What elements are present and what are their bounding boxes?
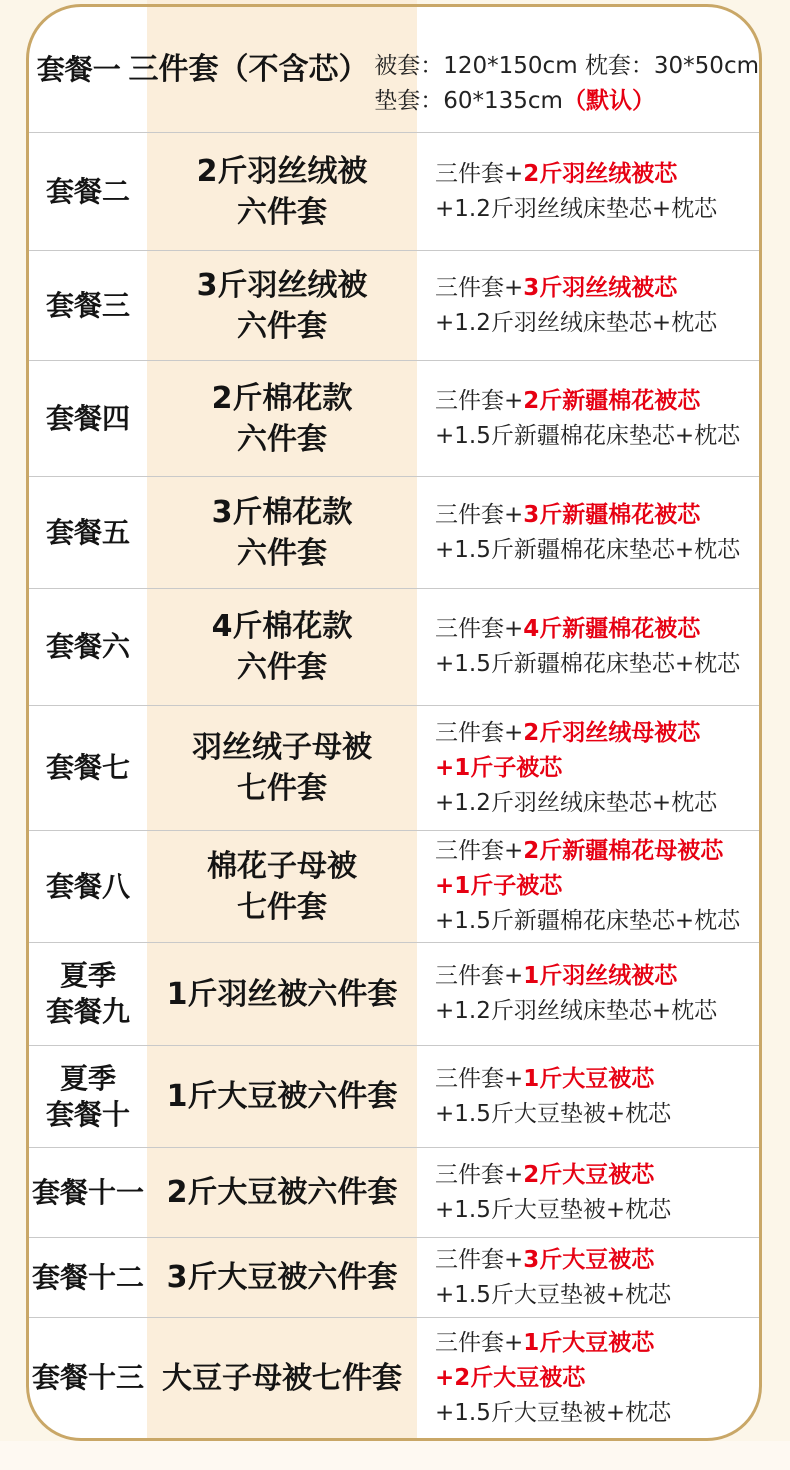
package-contents-line — [435, 157, 759, 192]
package-name-line: 套餐十一 — [31, 1175, 144, 1209]
package-contents-line — [435, 192, 759, 227]
detail-highlight-segment: +1斤子被芯 — [435, 873, 563, 899]
package-row — [29, 1317, 759, 1438]
package-name — [29, 361, 147, 476]
detail-segment: 三件套+ — [435, 1065, 524, 1092]
package-row — [29, 476, 759, 588]
package-contents-line — [435, 959, 759, 994]
package-name — [29, 477, 147, 588]
detail-segment: +1.5斤大豆垫被+枕芯 — [435, 1100, 672, 1127]
package-contents-line — [435, 533, 759, 568]
package-row — [29, 7, 759, 132]
detail-highlight-segment: 2斤羽丝绒被芯 — [523, 160, 678, 187]
package-name-line: 套餐十 — [45, 1097, 130, 1131]
package-row — [29, 705, 759, 830]
package-row — [29, 1237, 759, 1317]
detail-highlight-segment: 3斤大豆被芯 — [523, 1246, 655, 1273]
package-contents-line — [374, 84, 759, 119]
package-contents-line — [435, 1396, 759, 1431]
package-title-line: 3斤棉花款 — [211, 494, 353, 530]
package-contents-line — [435, 1062, 759, 1097]
package-title — [147, 1148, 417, 1237]
detail-segment: +1.5斤新疆棉花床垫芯+枕芯 — [435, 908, 741, 934]
package-contents-line — [374, 49, 759, 84]
detail-segment: 三件套+ — [435, 838, 524, 864]
detail-segment: +1.5斤新疆棉花床垫芯+枕芯 — [435, 651, 741, 677]
detail-segment: +1.2斤羽丝绒床垫芯+枕芯 — [435, 195, 718, 222]
package-title-line: 七件套 — [237, 771, 327, 806]
detail-segment: 三件套+ — [435, 501, 524, 528]
bottom-strip — [0, 1441, 790, 1470]
package-title — [147, 477, 417, 588]
detail-segment: 三件套+ — [435, 963, 524, 989]
package-contents-line — [435, 384, 759, 419]
package-contents — [417, 133, 759, 250]
package-contents-line — [435, 751, 759, 786]
package-name — [29, 943, 147, 1045]
package-name-line: 套餐五 — [45, 515, 130, 549]
package-contents-line — [435, 306, 759, 341]
package-title — [147, 831, 417, 942]
package-contents-line — [435, 1361, 759, 1396]
detail-segment: +1.5斤大豆垫被+枕芯 — [435, 1196, 672, 1223]
package-title-line: 三件套（不含芯） — [128, 52, 369, 87]
detail-highlight-segment: +2斤大豆被芯 — [435, 1364, 586, 1391]
detail-segment: 三件套+ — [435, 616, 524, 642]
detail-segment: 三件套+ — [435, 1246, 524, 1273]
detail-segment: +1.2斤羽丝绒床垫芯+枕芯 — [435, 998, 718, 1024]
detail-highlight-segment: 2斤新疆棉花母被芯 — [523, 838, 724, 864]
detail-segment: 三件套+ — [435, 719, 524, 746]
package-name-line: 夏季 — [59, 959, 116, 992]
package-title — [147, 133, 417, 250]
package-name-line: 套餐七 — [45, 751, 130, 784]
package-name-line: 套餐三 — [45, 288, 130, 322]
package-contents-line — [435, 786, 759, 821]
package-name — [29, 706, 147, 830]
package-name-line: 套餐十三 — [31, 1361, 144, 1394]
detail-segment: 垫套：60*135cm — [374, 88, 563, 114]
package-name — [29, 1148, 147, 1237]
package-table — [29, 7, 759, 1438]
package-title — [147, 361, 417, 476]
detail-highlight-segment: 4斤新疆棉花被芯 — [523, 616, 701, 642]
package-name — [29, 1046, 147, 1147]
package-name-line: 套餐六 — [45, 630, 130, 663]
package-title-line: 六件套 — [237, 421, 327, 457]
detail-highlight-segment: 1斤大豆被芯 — [523, 1329, 655, 1356]
package-contents-line — [435, 271, 759, 306]
package-contents — [417, 1148, 759, 1237]
package-title-line: 2斤大豆被六件套 — [166, 1175, 398, 1210]
package-name-line: 套餐九 — [45, 995, 130, 1028]
package-contents — [417, 251, 759, 360]
detail-highlight-segment: 3斤羽丝绒被芯 — [523, 274, 678, 301]
package-contents-line — [435, 869, 759, 904]
package-name-line: 套餐一 — [36, 52, 121, 86]
package-title-line: 六件套 — [237, 308, 327, 344]
package-contents-line — [435, 716, 759, 751]
package-contents-line — [435, 904, 759, 939]
package-contents-line — [435, 1097, 759, 1132]
package-name — [29, 831, 147, 942]
package-contents — [417, 589, 759, 705]
package-contents-line — [435, 1243, 759, 1278]
detail-highlight-segment: （默认） — [562, 88, 655, 114]
package-contents-line — [435, 1278, 759, 1313]
package-contents-line — [435, 994, 759, 1029]
package-contents — [417, 1046, 759, 1147]
detail-segment: 被套：120*150cm 枕套：30*50cm — [374, 53, 759, 79]
detail-highlight-segment: 3斤新疆棉花被芯 — [523, 501, 701, 528]
package-title-line: 2斤羽丝绒被 — [196, 153, 368, 189]
package-name — [29, 7, 129, 132]
package-title-line: 七件套 — [237, 889, 327, 925]
package-row — [29, 1045, 759, 1147]
package-contents-line — [435, 498, 759, 533]
package-row — [29, 1147, 759, 1237]
package-contents — [417, 361, 759, 476]
package-name-line: 套餐二 — [45, 174, 130, 208]
package-title — [147, 589, 417, 705]
package-contents-line — [435, 612, 759, 647]
package-title-line: 羽丝绒子母被 — [192, 730, 372, 765]
package-title — [147, 706, 417, 830]
package-title-line: 六件套 — [237, 194, 327, 230]
detail-highlight-segment: 1斤大豆被芯 — [523, 1065, 655, 1092]
package-contents-line — [435, 1158, 759, 1193]
detail-highlight-segment: 2斤羽丝绒母被芯 — [523, 719, 701, 746]
package-title-line: 大豆子母被七件套 — [162, 1360, 402, 1396]
package-title-line: 3斤羽丝绒被 — [196, 267, 368, 303]
detail-highlight-segment: 2斤大豆被芯 — [523, 1161, 655, 1188]
package-contents — [417, 1238, 759, 1317]
package-title-line: 六件套 — [237, 535, 327, 571]
detail-segment: 三件套+ — [435, 160, 524, 187]
package-row — [29, 588, 759, 705]
package-name — [29, 1318, 147, 1438]
package-title — [128, 7, 369, 132]
package-contents — [417, 477, 759, 588]
package-title-line: 棉花子母被 — [207, 848, 357, 884]
package-name-line: 夏季 — [59, 1061, 116, 1095]
package-name-line: 套餐十二 — [31, 1260, 144, 1294]
package-title — [147, 251, 417, 360]
package-row — [29, 942, 759, 1045]
package-contents — [417, 706, 759, 830]
detail-highlight-segment: 2斤新疆棉花被芯 — [523, 387, 701, 414]
package-contents — [417, 943, 759, 1045]
package-contents — [417, 1318, 759, 1438]
package-name — [29, 589, 147, 705]
detail-segment: 三件套+ — [435, 1161, 524, 1188]
package-row — [29, 250, 759, 360]
package-title — [147, 1318, 417, 1438]
detail-segment: +1.2斤羽丝绒床垫芯+枕芯 — [435, 789, 718, 816]
package-row — [29, 360, 759, 476]
detail-segment: 三件套+ — [435, 387, 524, 414]
package-row — [29, 132, 759, 250]
detail-segment: +1.5斤新疆棉花床垫芯+枕芯 — [435, 422, 741, 449]
package-title-line: 2斤棉花款 — [211, 380, 353, 416]
package-title-line: 4斤棉花款 — [211, 609, 353, 644]
package-title — [147, 1238, 417, 1317]
detail-segment: 三件套+ — [435, 1329, 524, 1356]
detail-segment: 三件套+ — [435, 274, 524, 301]
package-row — [29, 830, 759, 942]
package-name — [29, 133, 147, 250]
package-title — [147, 943, 417, 1045]
detail-segment: +1.5斤大豆垫被+枕芯 — [435, 1281, 672, 1308]
package-title — [147, 1046, 417, 1147]
detail-highlight-segment: 1斤羽丝绒被芯 — [523, 963, 678, 989]
package-name-line: 套餐八 — [45, 869, 130, 903]
detail-segment: +1.2斤羽丝绒床垫芯+枕芯 — [435, 309, 718, 336]
package-title-line: 1斤大豆被六件套 — [166, 1079, 398, 1114]
package-title-line: 六件套 — [237, 650, 327, 685]
package-contents-line — [435, 1193, 759, 1228]
package-title-line: 3斤大豆被六件套 — [166, 1260, 398, 1295]
package-contents — [417, 831, 759, 942]
detail-highlight-segment: +1斤子被芯 — [435, 754, 563, 781]
detail-segment: +1.5斤新疆棉花床垫芯+枕芯 — [435, 536, 741, 563]
package-contents-line — [435, 647, 759, 682]
package-contents-line — [435, 834, 759, 869]
package-title-line: 1斤羽丝被六件套 — [166, 976, 398, 1012]
package-name — [29, 1238, 147, 1317]
detail-segment: +1.5斤大豆垫被+枕芯 — [435, 1399, 672, 1426]
package-contents — [356, 7, 759, 132]
package-contents-line — [435, 419, 759, 454]
package-name — [29, 251, 147, 360]
package-contents-line — [435, 1326, 759, 1361]
package-name-line: 套餐四 — [45, 401, 130, 435]
